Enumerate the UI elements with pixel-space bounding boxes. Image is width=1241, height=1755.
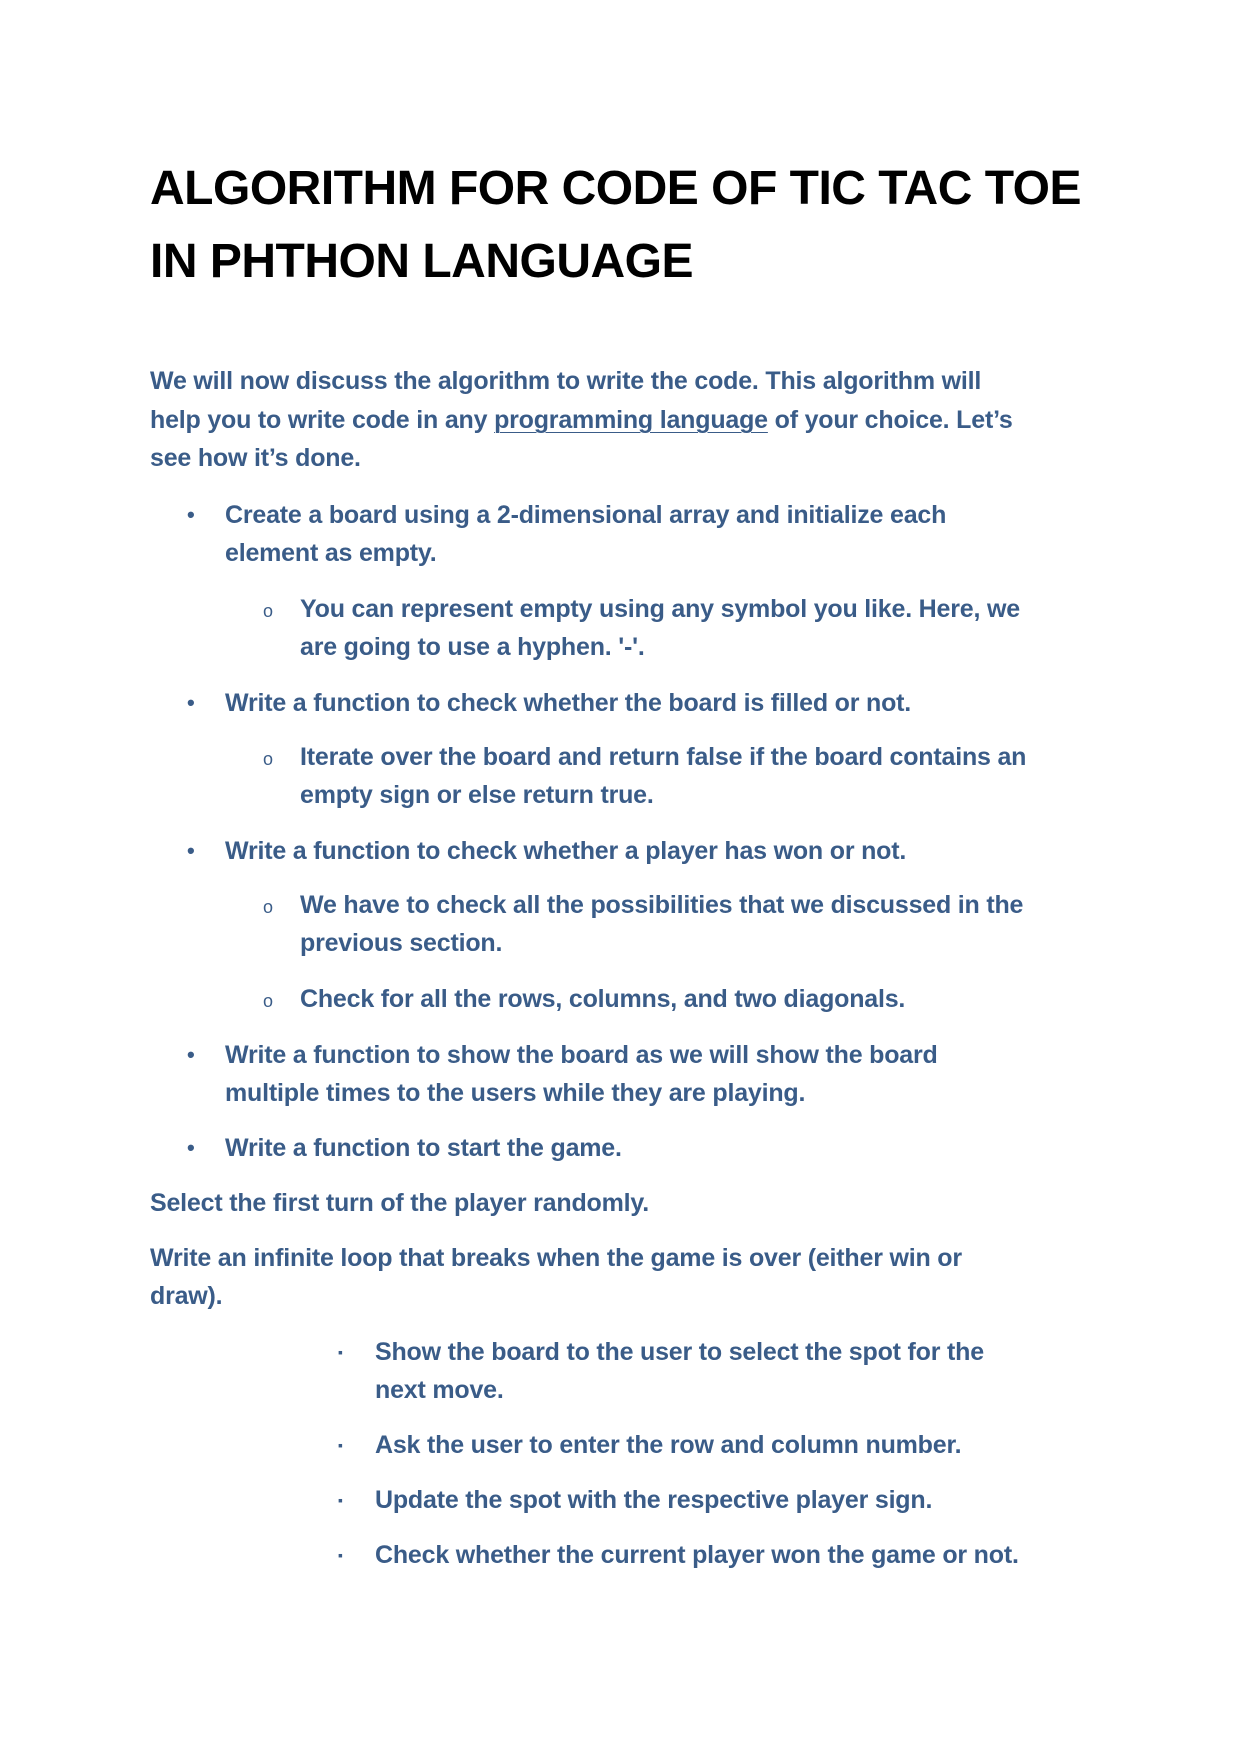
bullet-2-line-1: Write a function to check whether the board is filled or not. <box>225 689 912 717</box>
intro-line-3: see how it’s done. <box>150 444 361 472</box>
step-square-icon: ▪ <box>338 1344 343 1360</box>
sub-bullet-circle-icon: o <box>263 749 274 769</box>
step-square-icon: ▪ <box>338 1492 343 1508</box>
step-4-line-1: Check whether the current player won the game or not. <box>375 1541 1019 1569</box>
intro-text: help you to write code in any <box>150 406 495 434</box>
bullet-1-line-2: element as empty. <box>225 539 437 567</box>
bullet-5-line-1: Write a function to start the game. <box>225 1134 622 1162</box>
intro-text-after-link: of your choice. Let’s <box>767 406 1013 434</box>
intro-line-1: We will now discuss the algorithm to write the code. This algorithm will <box>150 367 982 395</box>
sub-bullet-3-line-2: previous section. <box>300 929 503 957</box>
bullet-disc-icon: • <box>187 690 195 715</box>
sub-bullet-1-line-2: are going to use a hyphen. '-'. <box>300 633 645 661</box>
sub-bullet-2-line-1: Iterate over the board and return false if the board contains an <box>300 743 1027 771</box>
sub-bullet-circle-icon: o <box>263 601 274 621</box>
sub-bullet-1-line-1: You can represent empty using any symbol you like. Here, we <box>300 595 1020 623</box>
step-square-icon: ▪ <box>338 1547 343 1563</box>
para-loop-line-1: Write an infinite loop that breaks when the game is over (either win or <box>150 1244 962 1272</box>
sub-bullet-4-line-1: Check for all the rows, columns, and two diagonals. <box>300 985 906 1013</box>
bullet-disc-icon: • <box>187 502 195 527</box>
bullet-disc-icon: • <box>187 1135 195 1160</box>
document-title <box>150 152 1110 298</box>
bullet-4-line-1: Write a function to show the board as we will show the board <box>225 1041 938 1069</box>
intro-line-2 <box>150 401 1013 439</box>
programming-language-link[interactable]: programming language <box>494 406 768 434</box>
title-line-1: ALGORITHM FOR CODE OF TIC TAC TOE <box>150 162 1082 215</box>
bullet-3-line-1: Write a function to check whether a player has won or not. <box>225 837 907 865</box>
title-line-2: IN PHTHON LANGUAGE <box>150 235 693 288</box>
step-3-line-1: Update the spot with the respective player sign. <box>375 1486 933 1514</box>
step-1-line-2: next move. <box>375 1376 504 1404</box>
bullet-4-line-2: multiple times to the users while they are playing. <box>225 1079 806 1107</box>
bullet-1-line-1: Create a board using a 2-dimensional array and initialize each <box>225 501 947 529</box>
bullet-disc-icon: • <box>187 1042 195 1067</box>
sub-bullet-3-line-1: We have to check all the possibilities that we discussed in the <box>300 891 1024 919</box>
sub-bullet-circle-icon: o <box>263 991 274 1011</box>
para-select-first-turn: Select the first turn of the player randomly. <box>150 1189 649 1217</box>
sub-bullet-circle-icon: o <box>263 897 274 917</box>
para-loop-line-2: draw). <box>150 1282 223 1310</box>
step-square-icon: ▪ <box>338 1437 343 1453</box>
sub-bullet-2-line-2: empty sign or else return true. <box>300 781 654 809</box>
bullet-disc-icon: • <box>187 838 195 863</box>
step-2-line-1: Ask the user to enter the row and column number. <box>375 1431 962 1459</box>
step-1-line-1: Show the board to the user to select the spot for the <box>375 1338 984 1366</box>
